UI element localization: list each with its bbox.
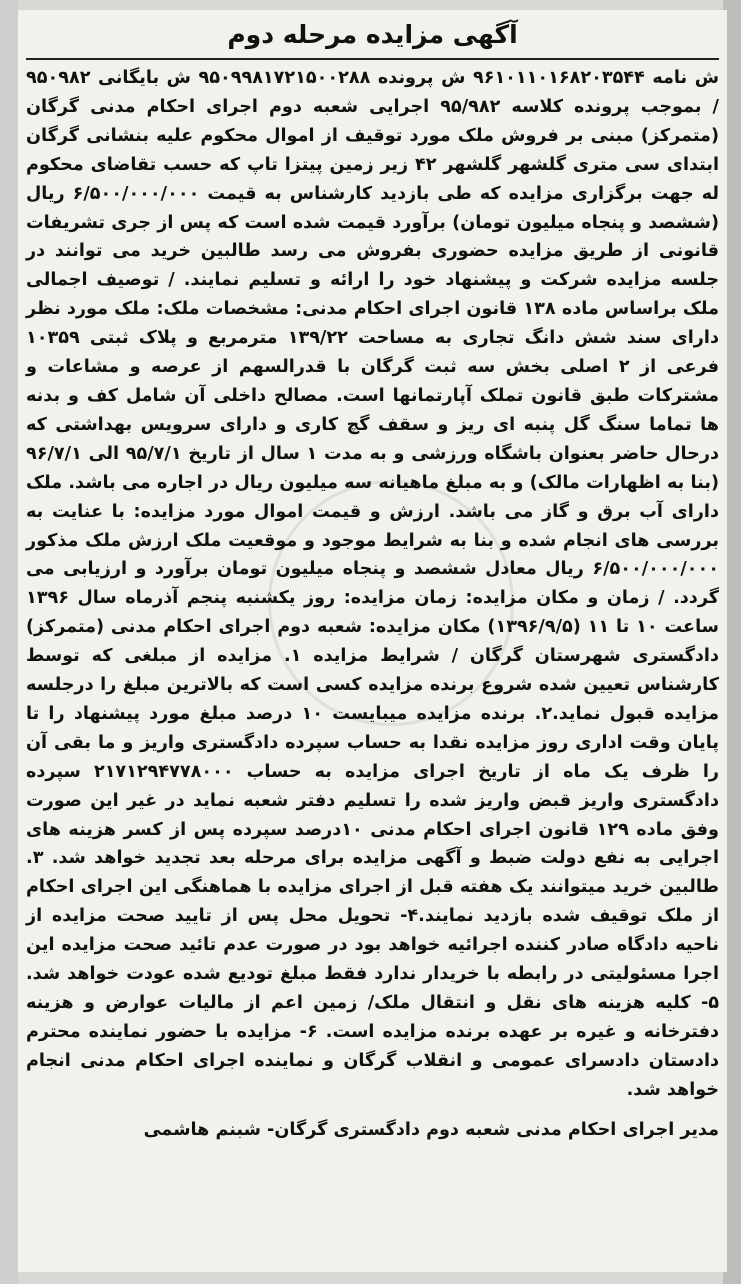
newspaper-notice [18, 10, 727, 1272]
notice-signature: مدیر اجرای احکام مدنی شعبه دوم دادگستری گرگان- شبنم هاشمی [143, 1119, 719, 1140]
page-left-margin [0, 0, 18, 1284]
notice-body: ش نامه ۹۶۱۰۱۱۰۱۶۸۲۰۳۵۴۴ ش پرونده ۹۵۰۹۹۸۱۷۲۱۵۰۰۲۸۸ ش بایگانی ۹۵۰۹۸۲ / بموجب پرونده کلاسه ۹۵/۹۸۲ اجرایی شعبه دوم اجرای احکام مدنی گرگان (متمرکز) مبنی بر فروش ملک مورد توقیف از اموال محکوم علیه بنشانی گرگان ابتدای سی متری گلشهر گلشهر ۴۲ زیر زمین پیتزا تاپ که حسب تقاضای محکوم له جهت برگزاری مزایده که طی بازدید کارشناس به قیمت ۶/۵۰۰/۰۰۰/۰۰۰ ریال (ششصد و پنجاه میلیون تومان) برآورد قیمت شده است که پس از جری تشریفات قانونی از طریق مزایده حضوری بفروش می رسد طالبین خرید می توانند در جلسه مزایده شرکت و پیشنهاد خود را ارائه و تسلیم نمایند. / توصیف اجمالی ملک براساس ماده ۱۳۸ قانون اجرای احکام مدنی: مشخصات ملک: ملک مورد نظر دارای سند شش دانگ تجاری به مساحت ۱۳۹/۲۲ مترمربع و پلاک ثبتی ۱۰۳۵۹ فرعی از ۲ اصلی بخش سه ثبت گرگان با قدرالسهم از عرصه و مشاعات و مشترکات طبق قانون تملک آپارتمانها است. مصالح داخلی آن شامل کف و بدنه ها تماما سنگ گل پنبه ای ریز و سقف گچ کاری و دارای سرویس بهداشتی که درحال حاضر بعنوان باشگاه ورزشی و به مدت ۱ سال از تاریخ ۹۵/۷/۱ الی ۹۶/۷/۱ (بنا به اظهارات مالک) و به مبلغ ماهیانه سه میلیون ریال در اجاره می باشد. ملک دارای آب برق و گاز می باشد. ارزش و قیمت اموال مورد مزایده: با عنایت به بررسی های انجام شده و بنا به شرایط موجود و موقعیت ملک ارزش ملک مذکور ۶/۵۰۰/۰۰۰/۰۰۰ ریال معادل ششصد و پنجاه میلیون تومان برآورد و ارزیابی می گردد. / زمان و مکان مزایده: زمان مزایده: روز یکشنبه پنجم آذرماه سال ۱۳۹۶ ساعت ۱۰ تا ۱۱ (۱۳۹۶/۹/۵) مکان مزایده: شعبه دوم اجرای احکام مدنی (متمرکز) دادگستری شهرستان گرگان / شرایط مزایده ۱. مزایده از مبلغی که توسط کارشناس تعیین شده شروع برنده مزایده کسی است که بالاترین مبلغ را درجلسه مزایده قبول نماید.۲. برنده مزایده میبایست ۱۰ درصد مبلغ مورد پیشنهاد را تا پایان وقت اداری روز مزایده نقدا به حساب سپرده دادگستری واریز و ما بقی آن را ظرف یک ماه از تاریخ اجرای مزایده به حساب ۲۱۷۱۲۹۴۷۷۸۰۰۰ سپرده دادگستری واریز قبض واریز شده را تسلیم دفتر شعبه نماید در غیر این صورت وفق ماده ۱۲۹ قانون اجرای احکام مدنی ۱۰درصد سپرده پس از کسر هزینه های اجرایی به نفع دولت ضبط و آگهی مزایده برای مرحله بعد تجدید خواهد شد. ۳. طالبین خرید میتوانند یک هفته قبل از اجرای مزایده با هماهنگی این اجرای احکام از ملک توقیف شده بازدید نمایند.۴- تحویل محل پس از تایید صحت مزایده از ناحیه دادگاه صادر کننده اجرائیه خواهد بود در صورت عدم تائید صحت مزایده این اجرا مسئولیتی در رابطه با خریدار ندارد فقط مبلغ تودیع شده عودت خواهد شد. ۵- کلیه هزینه های نقل و انتقال ملک/ زمین اعم از مالیات عوارض و هزینه دفترخانه و غیره بر عهده برنده مزایده است. ۶- مزایده با حضور نماینده محترم دادستان دادسرای عمومی و انقلاب گرگان و نماینده اجرای احکام مدنی انجام خواهد شد. [26, 68, 719, 1100]
notice-title: آگهی مزایده مرحله دوم [26, 16, 719, 60]
